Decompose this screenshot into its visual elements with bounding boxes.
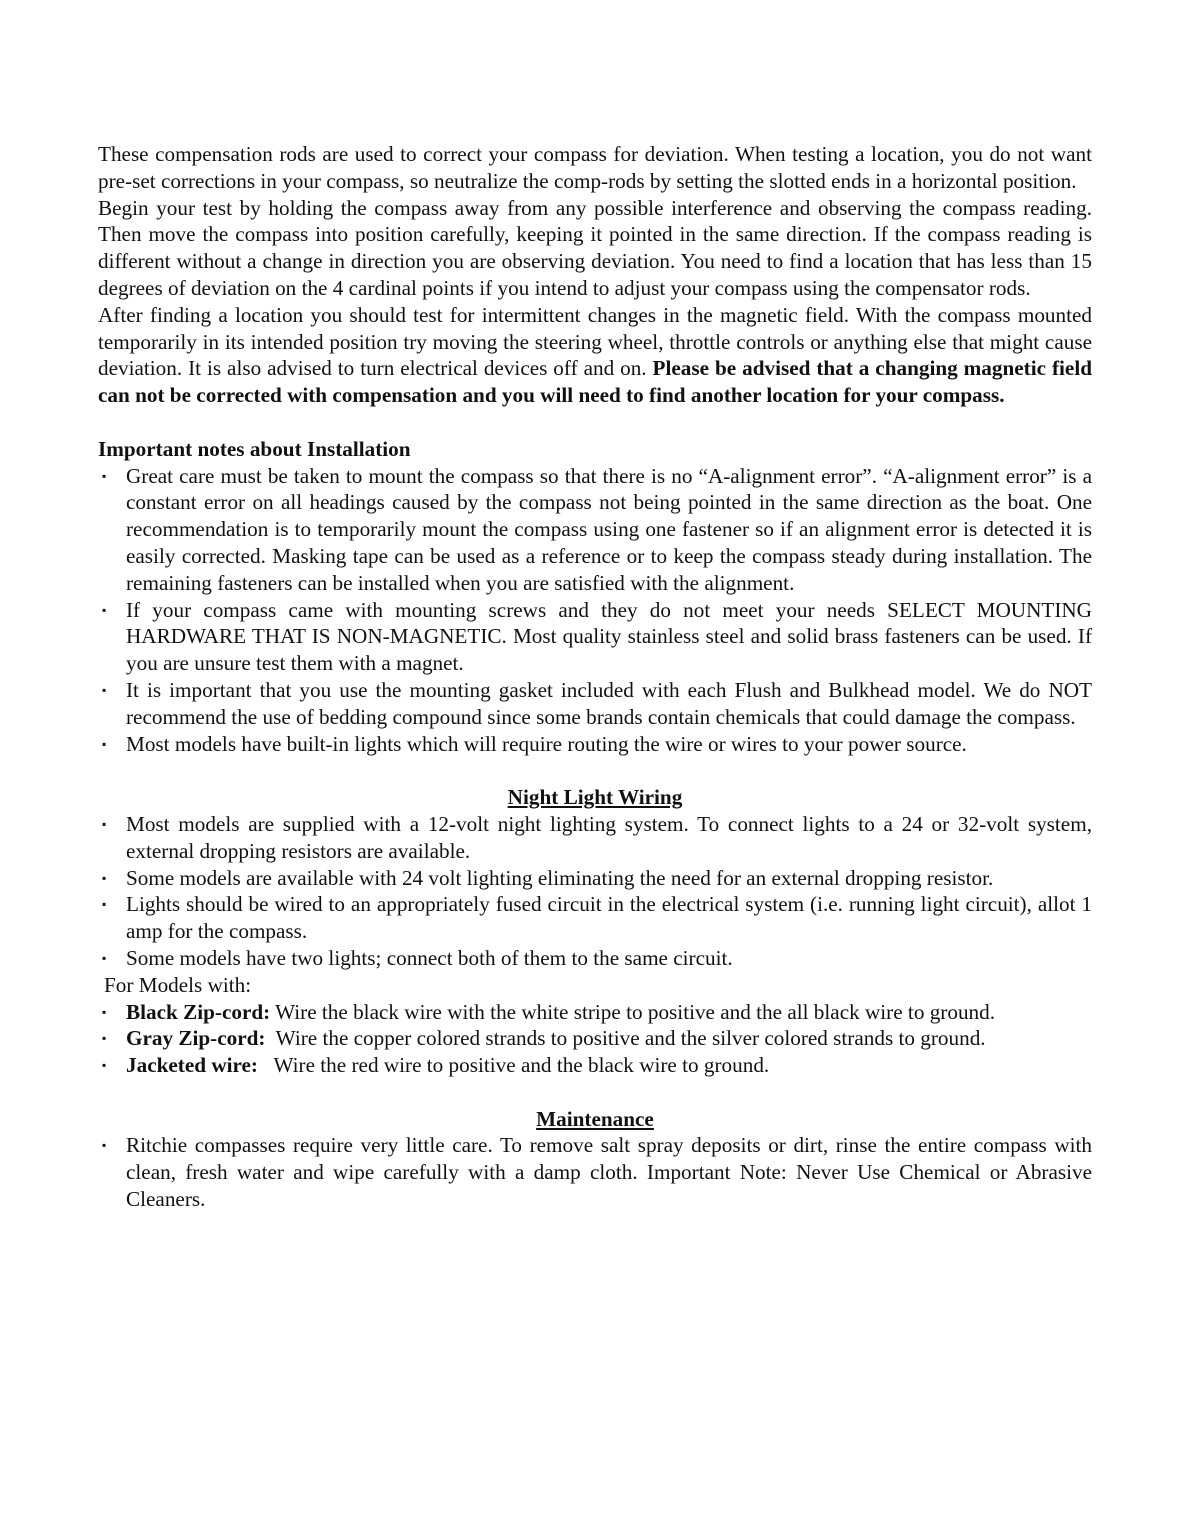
- list-item-text: It is important that you use the mounting gasket included with each Flush and Bulkhead model. We do NOT recommend the use of bedding compound since some brands contain chemicals that could damage the compass.: [126, 677, 1092, 729]
- bullet-icon: ▪: [102, 468, 107, 483]
- bullet-icon: ▪: [102, 1058, 107, 1073]
- list-item: [98, 999, 1092, 1026]
- list-item: [98, 945, 1092, 972]
- intro-paragraph-3: [98, 302, 1092, 409]
- list-item: [98, 677, 1092, 731]
- intro-paragraph-2: Begin your test by holding the compass away from any possible interference and observing the compass reading. Then move the compass into position carefully, keeping it pointed in the same direction. If the compass reading is different without a change in direction you are observing deviation. You need to find a location that has less than 15 degrees of deviation on the 4 cardinal points if you intend to adjust your compass using the compensator rods.: [98, 195, 1092, 300]
- bullet-icon: ▪: [102, 736, 107, 751]
- list-item-text: Lights should be wired to an appropriately fused circuit in the electrical system (i.e. running light circuit), allot 1 amp for the compass.: [126, 892, 1092, 944]
- list-item: [98, 463, 1092, 597]
- list-item: [98, 865, 1092, 892]
- list-item: [98, 811, 1092, 865]
- list-item-text: Ritchie compasses require very little care. To remove salt spray deposits or dirt, rinse the entire compass with clean, fresh water and wipe carefully with a damp cloth. Important Note: Never Use Chemical or Abrasive Cleaners.: [126, 1133, 1092, 1212]
- spacer: [98, 409, 1092, 436]
- bullet-icon: ▪: [102, 1138, 107, 1153]
- model-text: Wire the copper colored strands to positive and the silver colored strands to ground.: [265, 1026, 986, 1051]
- bullet-icon: ▪: [102, 897, 107, 912]
- bullet-icon: ▪: [102, 870, 107, 885]
- list-item: [98, 1052, 1092, 1079]
- list-item-text: Some models have two lights; connect both of them to the same circuit.: [126, 945, 733, 970]
- intro-paragraph-3-text: After finding a location you should test for intermittent changes in the magnetic field. With the compass mounted temporarily in its intended position try moving the steering wheel, throttle controls or anything else that might cause deviation. It is also advised to turn electrical devices off and on.: [98, 302, 1092, 381]
- document-page: [98, 141, 1092, 1213]
- bullet-icon: ▪: [102, 1004, 107, 1019]
- list-item: [98, 597, 1092, 677]
- night-light-list: [98, 811, 1092, 972]
- list-item-text: If your compass came with mounting screws and they do not meet your needs SELECT MOUNTING HARDWARE THAT IS NON-MAGNETIC. Most quality stainless steel and solid brass fasteners can be used. If you are unsure test them with a magnet.: [126, 597, 1092, 676]
- for-models-label: For Models with:: [104, 972, 252, 997]
- model-label: Gray Zip-cord:: [126, 1026, 266, 1051]
- maintenance-heading: Maintenance: [536, 1106, 654, 1131]
- bullet-icon: ▪: [102, 602, 107, 617]
- list-item-text: Great care must be taken to mount the compass so that there is no “A-alignment error”. “A-alignment error” is a constant error on all headings caused by the compass not being pointed in the same direction as the boat. One recommendation is to temporarily mount the compass using one fastener so if an alignment error is detected it is easily corrected. Masking tape can be used as a reference or to keep the compass steady during installation. The remaining fasteners can be installed when you are satisfied with the alignment.: [126, 463, 1092, 595]
- model-text: Wire the red wire to positive and the black wire to ground.: [258, 1053, 770, 1078]
- spacer: [98, 1079, 1092, 1106]
- bullet-icon: ▪: [102, 1031, 107, 1046]
- model-label: Jacketed wire:: [126, 1053, 258, 1078]
- intro-paragraph-3-warning: Please be advised that a changing magnetic field can not be corrected with compensation and you will need to find another location for your compass.: [98, 356, 1092, 408]
- list-item-text: Some models are available with 24 volt lighting eliminating the need for an external dropping resistor.: [126, 865, 994, 890]
- list-item-text: Most models have built-in lights which will require routing the wire or wires to your power source.: [126, 731, 967, 756]
- model-label: Black Zip-cord:: [126, 999, 271, 1024]
- installation-heading: Important notes about Installation: [98, 436, 411, 461]
- models-list: [98, 999, 1092, 1079]
- night-light-heading: Night Light Wiring: [507, 785, 683, 810]
- bullet-icon: ▪: [102, 682, 107, 697]
- list-item: [98, 1025, 1092, 1052]
- spacer: [98, 757, 1092, 784]
- list-item: [98, 1132, 1092, 1212]
- maintenance-list: [98, 1132, 1092, 1212]
- bullet-icon: ▪: [102, 950, 107, 965]
- list-item-text: Most models are supplied with a 12-volt night lighting system. To connect lights to a 24 or 32-volt system, external dropping resistors are available.: [126, 811, 1092, 863]
- list-item: [98, 731, 1092, 758]
- intro-paragraph-1: These compensation rods are used to correct your compass for deviation. When testing a location, you do not want pre-set corrections in your compass, so neutralize the comp-rods by setting the slotted ends in a horizontal position.: [98, 142, 1092, 193]
- installation-list: [98, 463, 1092, 758]
- list-item: [98, 891, 1092, 945]
- model-text: Wire the black wire with the white stripe to positive and the all black wire to ground.: [270, 999, 996, 1024]
- bullet-icon: ▪: [102, 816, 107, 831]
